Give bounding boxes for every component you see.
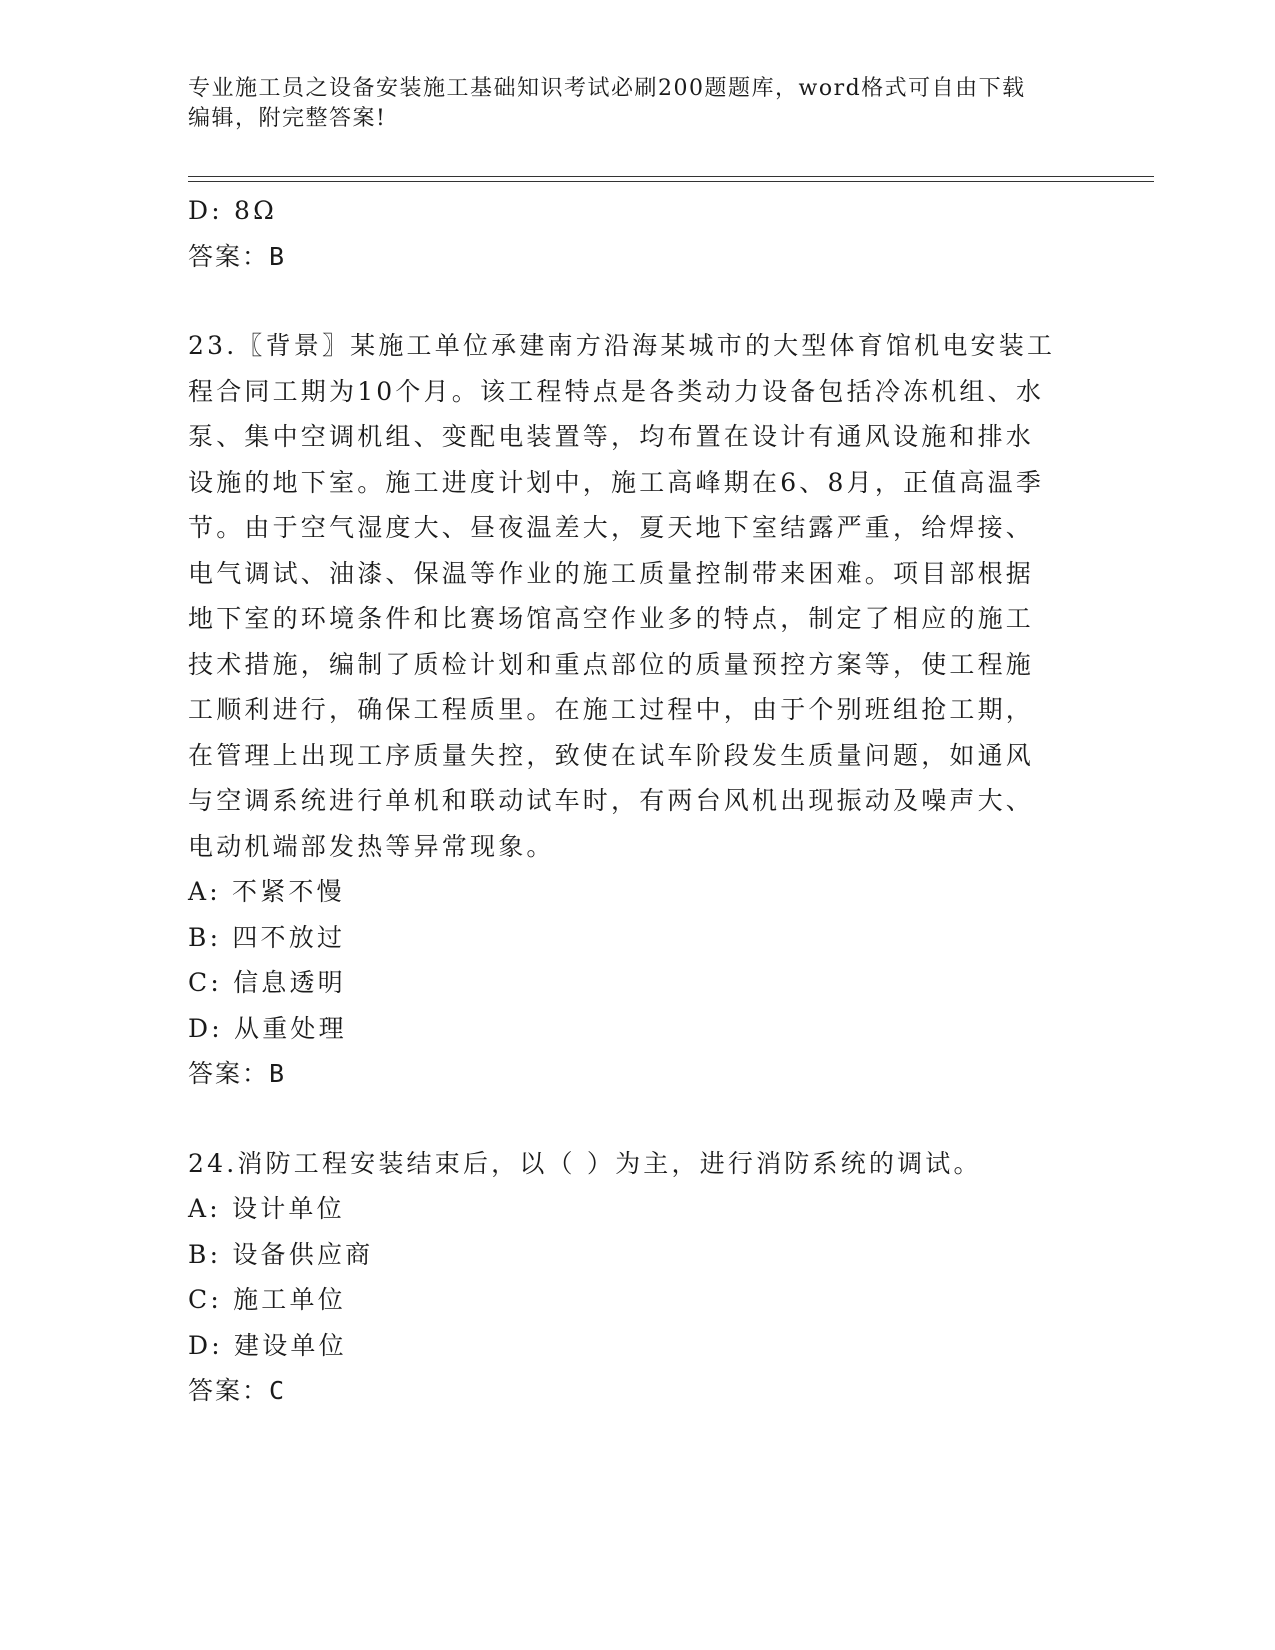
q23-stem-line: 程合同工期为10个月。该工程特点是各类动力设备包括冷冻机组、水 <box>188 376 1045 406</box>
q24-option-a: A: 设计单位 <box>188 1194 345 1223</box>
q23-stem-line: 电动机端部发热等异常现象。 <box>188 831 555 861</box>
document-header <box>188 74 1068 134</box>
header-divider <box>188 176 1154 182</box>
q23-stem-line: 泵、集中空调机组、变配电装置等，均布置在设计有通风设施和排水 <box>188 422 1035 451</box>
header-title-line-1: 专业施工员之设备安装施工基础知识考试必刷200题题库，word格式可自由下载 <box>188 76 1026 101</box>
prev-answer <box>188 234 1068 280</box>
q23-option-d: D: 从重处理 <box>188 1013 347 1043</box>
spacer <box>188 1097 1068 1141</box>
q24-option-c: C: 施工单位 <box>188 1285 346 1314</box>
q24-option-d: D: 建设单位 <box>188 1330 347 1360</box>
q23-stem-line: 技术措施，编制了质检计划和重点部位的质量预控方案等，使工程施 <box>188 649 1035 679</box>
answer-value: B <box>269 1059 287 1088</box>
answer-label: 答案： <box>188 1059 270 1088</box>
q23-answer <box>188 1051 1068 1097</box>
answer-label: 答案： <box>188 1376 270 1405</box>
q23-stem-line: 工顺利进行，确保工程质里。在施工过程中，由于个别班组抢工期， <box>188 695 1035 724</box>
q23-stem-line: 23.〖背景〗某施工单位承建南方沿海某城市的大型体育馆机电安装工 <box>188 331 1056 360</box>
answer-label: 答案： <box>188 241 270 271</box>
header-title-line-2: 编辑，附完整答案! <box>188 106 387 131</box>
q23-stem-line: 在管理上出现工序质量失控，致使在试车阶段发生质量问题，如通风 <box>188 740 1035 770</box>
answer-value: B <box>269 241 287 271</box>
prev-option-d: D: 8Ω <box>188 196 278 225</box>
q23-stem-line: 与空调系统进行单机和联动试车时，有两台风机出现振动及噪声大、 <box>188 786 1035 815</box>
q23-stem-line: 节。由于空气湿度大、昼夜温差大，夏天地下室结露严重，给焊接、 <box>188 513 1035 542</box>
q23-option-a: A: 不紧不慢 <box>188 877 345 906</box>
q23-option-c: C: 信息透明 <box>188 968 346 997</box>
question-23-stem <box>188 323 1068 869</box>
answer-value: C <box>269 1376 287 1405</box>
q23-option-b: B: 四不放过 <box>188 922 346 952</box>
q23-stem-line: 电气调试、油漆、保温等作业的施工质量控制带来困难。项目部根据 <box>188 558 1035 588</box>
q24-answer <box>188 1368 1068 1414</box>
question-24-stem: 24.消防工程安装结束后，以（ ）为主，进行消防系统的调试。 <box>188 1148 982 1178</box>
spacer <box>188 279 1068 323</box>
q23-stem-line: 设施的地下室。施工进度计划中，施工高峰期在6、8月，正值高温季 <box>188 467 1045 497</box>
q23-stem-line: 地下室的环境条件和比赛场馆高空作业多的特点，制定了相应的施工 <box>188 604 1035 633</box>
q24-option-b: B: 设备供应商 <box>188 1239 374 1269</box>
document-body <box>188 188 1068 1414</box>
